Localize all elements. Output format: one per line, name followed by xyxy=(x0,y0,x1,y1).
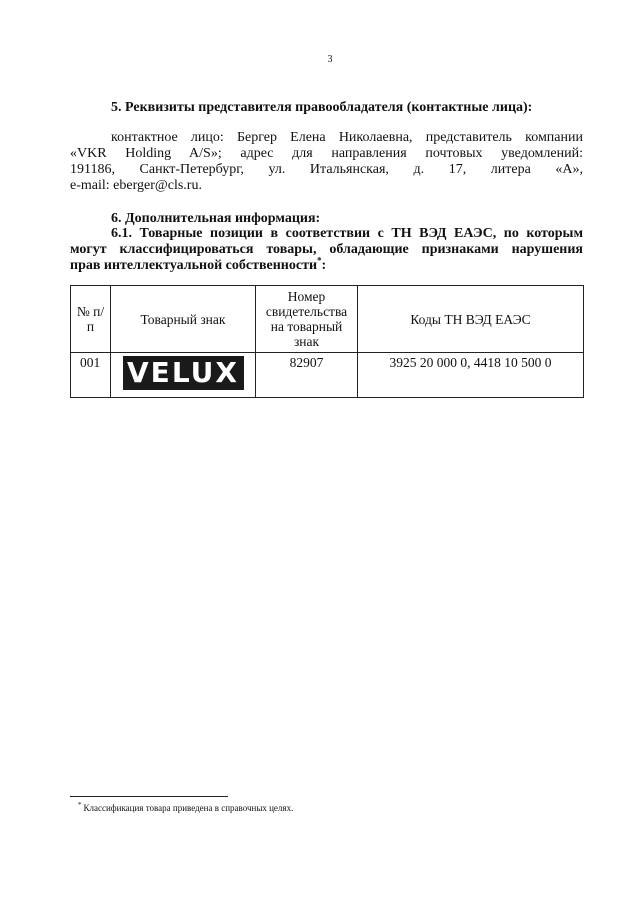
footnote-text: Классификация товара приведена в справочных целях. xyxy=(83,803,294,813)
trademark-table xyxy=(70,285,584,398)
cell-certificate: 82907 xyxy=(256,353,358,398)
section-6-1-line-3 xyxy=(70,255,583,274)
cell-num: 001 xyxy=(71,353,111,398)
footnote-mark: * xyxy=(78,801,82,809)
page-number: 3 xyxy=(327,54,333,65)
section-6-1-paragraph xyxy=(70,226,583,274)
header-trademark: Товарный знак xyxy=(111,286,256,353)
section-6-1-line-2: могут классифицироваться товары, обладающие признаками нарушения xyxy=(70,242,583,257)
section-6-1-colon: : xyxy=(321,258,327,273)
contact-line-2: «VKR Holding A/S»; адрес для направления почтовых уведомлений: xyxy=(70,146,583,161)
header-codes: Коды ТН ВЭД ЕАЭС xyxy=(358,286,584,353)
contact-line-1: контактное лицо: Бергер Елена Николаевна, представитель компании xyxy=(111,130,583,145)
contact-paragraph xyxy=(70,130,583,194)
footnote xyxy=(78,803,293,813)
table-header-row xyxy=(71,286,584,353)
cell-codes: 3925 20 000 0, 4418 10 500 0 xyxy=(358,353,584,398)
header-num: № п/п xyxy=(71,286,111,353)
footnote-reference: * xyxy=(317,255,322,266)
contact-line-4: e-mail: eberger@cls.ru. xyxy=(70,178,202,193)
section-5-heading: 5. Реквизиты представителя правообладателя (контактные лица): xyxy=(111,100,533,115)
cell-trademark xyxy=(111,353,256,398)
section-6-1-line-3-text: прав интеллектуальной собственности xyxy=(70,258,318,273)
velux-logo: VELUX xyxy=(123,356,244,390)
section-6-heading: 6. Дополнительная информация: xyxy=(111,211,321,226)
table-row xyxy=(71,353,584,398)
section-6-1-line-1: 6.1. Товарные позиции в соответствии с ТН ВЭД ЕАЭС, по которым xyxy=(111,226,583,241)
footnote-divider xyxy=(70,796,228,797)
header-certificate: Номер свидетельства на товарный знак xyxy=(256,286,358,353)
contact-line-3: 191186, Санкт-Петербург, ул. Итальянская, д. 17, литера «А», xyxy=(70,162,583,177)
